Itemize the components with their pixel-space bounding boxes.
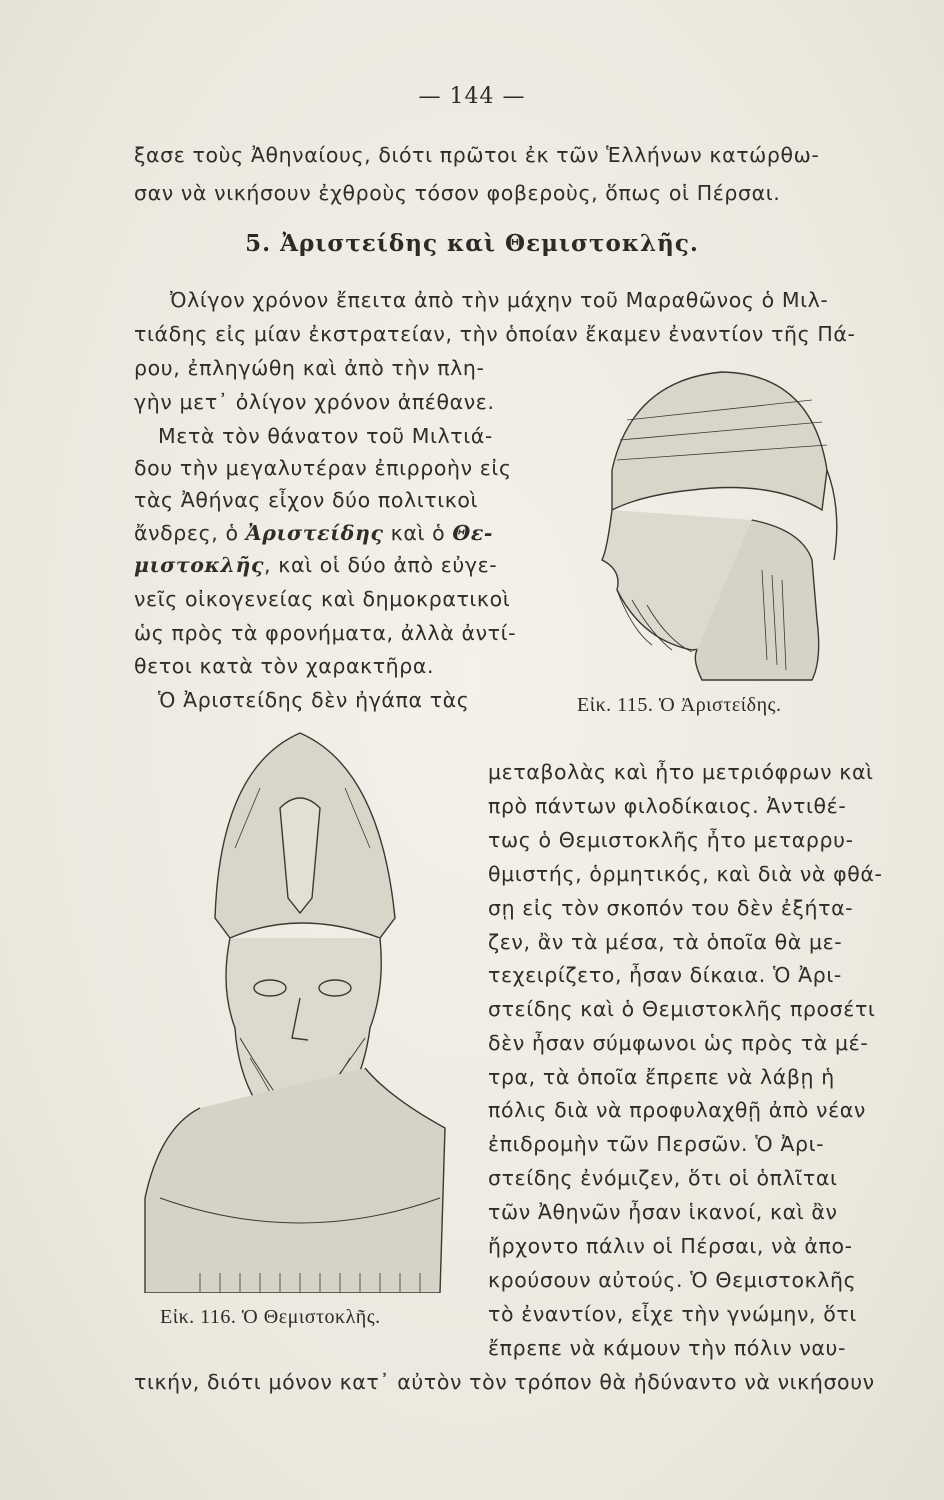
text-line: Ὁ Ἀριστείδης δὲν ἠγάπα τὰς	[158, 688, 470, 712]
text-line: Μετὰ τὸν θάνατον τοῦ Μιλτιά-	[158, 424, 493, 448]
text-line	[134, 521, 493, 545]
text-line: δου τὴν μεγαλυτέραν ἐπιρροὴν εἰς	[134, 456, 512, 480]
text-span: ἄνδρες, ὁ	[134, 521, 239, 545]
text-span: , καὶ οἱ δύο ἀπὸ εὐγε-	[264, 553, 498, 577]
text-line: γὴν μετ᾿ ὀλίγον χρόνον ἀπέθανε.	[134, 390, 495, 414]
text-span: καὶ ὁ	[390, 521, 446, 545]
text-line: μεταβολὰς καὶ ἦτο μετριόφρων καὶ	[488, 760, 874, 784]
section-heading: 5. Ἀριστείδης καὶ Θεμιστοκλῆς.	[245, 230, 699, 257]
text-line: τεχειρίζετο, ἦσαν δίκαια. Ὁ Ἀρι-	[488, 963, 842, 987]
name-themistocles-start: Θε-	[452, 521, 494, 545]
text-line	[134, 553, 497, 577]
aristeides-bust-figure	[572, 360, 872, 690]
text-line: πόλις διὰ νὰ προφυλαχθῇ ἀπὸ νέαν	[488, 1098, 866, 1122]
text-line: τως ὁ Θεμιστοκλῆς ἦτο μεταρρυ-	[488, 828, 854, 852]
text-line: τρα, τὰ ὁποῖα ἔπρεπε νὰ λάβῃ ἡ	[488, 1065, 835, 1089]
figure-115-caption: Εἰκ. 115. Ὁ Ἀριστείδης.	[577, 694, 782, 716]
text-line: ρου, ἐπληγώθη καὶ ἀπὸ τὴν πλη-	[134, 356, 485, 380]
text-line: στείδης καὶ ὁ Θεμιστοκλῆς προσέτι	[488, 997, 876, 1021]
text-line: τιάδης εἰς μίαν ἐκστρατείαν, τὴν ὁποίαν ἔκαμεν ἐναντίον τῆς Πά-	[134, 322, 856, 346]
text-line: ἤρχοντο πάλιν οἱ Πέρσαι, νὰ ἀπο-	[488, 1234, 853, 1258]
name-aristeides: Ἀριστείδης	[245, 521, 384, 545]
text-line: στείδης ἐνόμιζεν, ὅτι οἱ ὁπλῖται	[488, 1166, 838, 1190]
text-line: ὡς πρὸς τὰ φρονήματα, ἀλλὰ ἀντί-	[134, 621, 517, 645]
text-line: κρούσουν αὐτούς. Ὁ Θεμιστοκλῆς	[488, 1268, 857, 1292]
text-line: ἐπιδρομὴν τῶν Περσῶν. Ὁ Ἀρι-	[488, 1132, 825, 1156]
text-line: ζεν, ἂν τὰ μέσα, τὰ ὁποῖα θὰ με-	[488, 930, 843, 954]
text-line: Ὀλίγον χρόνον ἔπειτα ἀπὸ τὴν μάχην τοῦ Μαραθῶνος ὁ Μιλ-	[170, 288, 829, 312]
text-line: τικήν, διότι μόνον κατ᾿ αὐτὸν τὸν τρόπον θὰ ἠδύναντο νὰ νικήσουν	[134, 1370, 875, 1394]
text-line: θμιστής, ὁρμητικός, καὶ διὰ νὰ φθά-	[488, 862, 883, 886]
text-line: πρὸ πάντων φιλοδίκαιος. Ἀντιθέ-	[488, 794, 847, 818]
figure-116-caption: Εἰκ. 116. Ὁ Θεμιστοκλῆς.	[160, 1306, 381, 1328]
page-number: — 144 —	[418, 84, 526, 109]
text-line: ἔπρεπε νὰ κάμουν τὴν πόλιν ναυ-	[488, 1336, 846, 1360]
text-line: τὸ ἐναντίον, εἶχε τὴν γνώμην, ὅτι	[488, 1302, 857, 1326]
text-line: τὰς Ἀθήνας εἶχον δύο πολιτικοὶ	[134, 488, 479, 512]
text-line: σῃ εἰς τὸν σκοπόν του δὲν ἐξήτα-	[488, 896, 854, 920]
text-line: τῶν Ἀθηνῶν ἦσαν ἱκανοί, καὶ ἂν	[488, 1200, 838, 1224]
text-line: ξασε τοὺς Ἀθηναίους, διότι πρῶτοι ἐκ τῶν Ἑλλήνων κατώρθω-	[134, 143, 820, 167]
text-line: θετοι κατὰ τὸν χαρακτῆρα.	[134, 654, 435, 678]
themistocles-bust-figure	[140, 728, 460, 1293]
text-line: δὲν ἦσαν σύμφωνοι ὡς πρὸς τὰ μέ-	[488, 1031, 869, 1055]
text-line: νεῖς οἰκογενείας καὶ δημοκρατικοὶ	[134, 587, 511, 611]
name-themistocles-end: μιστοκλῆς	[134, 553, 265, 577]
text-line: σαν νὰ νικήσουν ἐχθροὺς τόσον φοβεροὺς, ὅπως οἱ Πέρσαι.	[134, 181, 781, 205]
